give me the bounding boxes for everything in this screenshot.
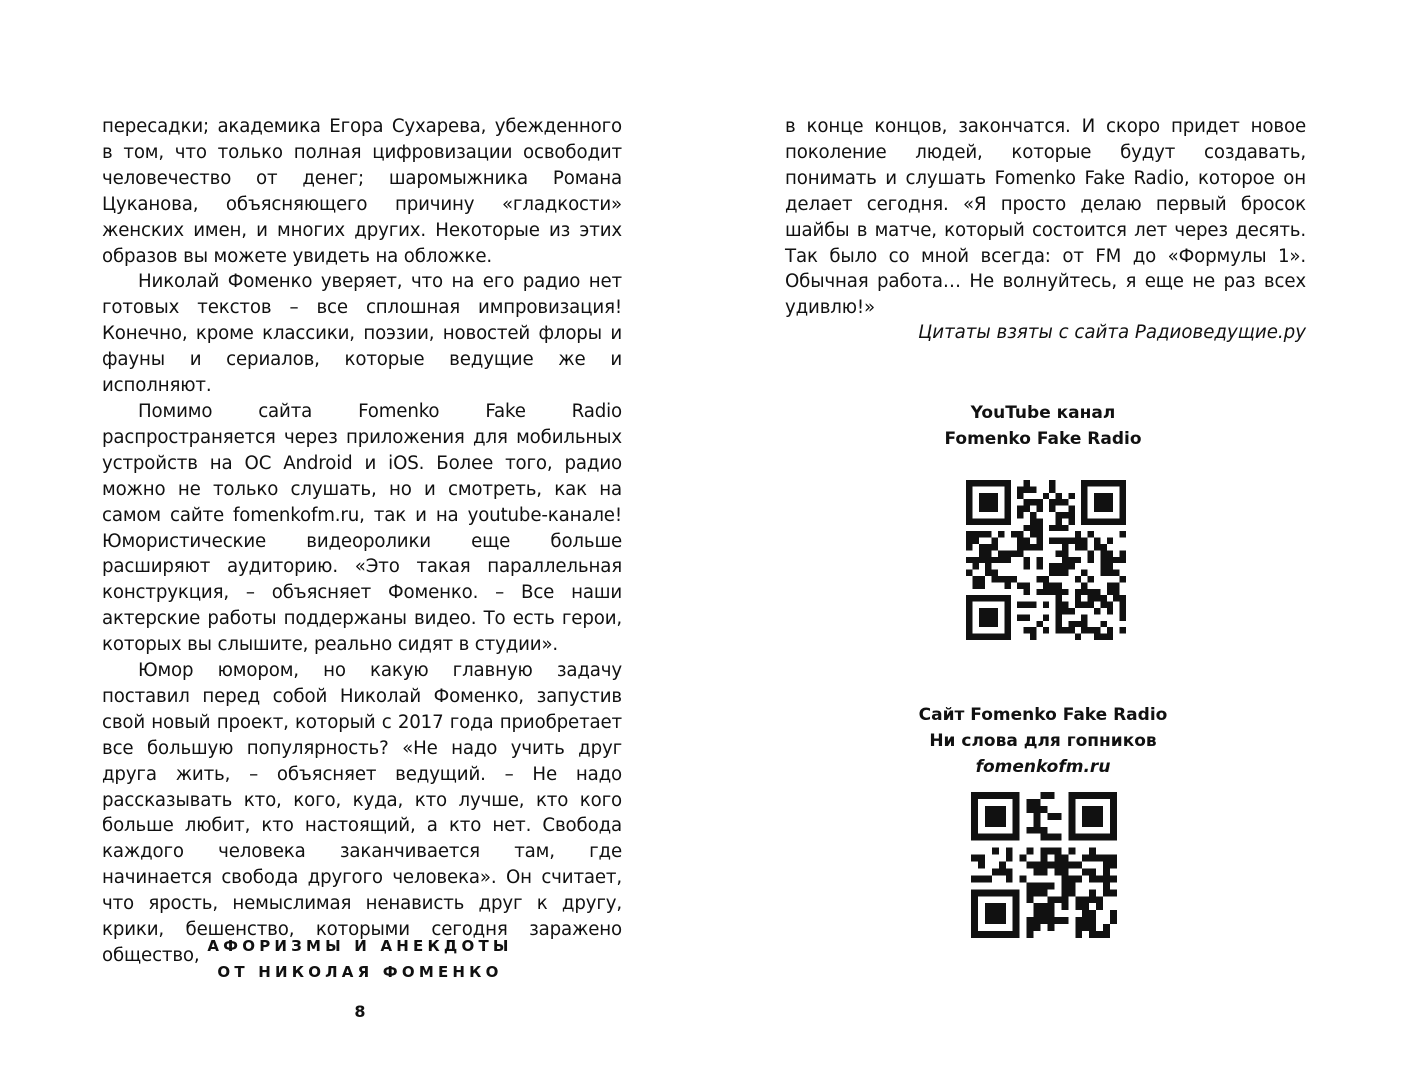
paragraph: пересадки; академика Егора Сухарева, убежденного в том, что только полная цифровизации освободит человечество от денег; шаромыжника Романа Цуканова, объясняющего причину «гладкости» женских имен, и многих других. Некоторые из этих образов вы можете увидеть на обложке.: [102, 116, 622, 267]
right-body-text: [785, 114, 1306, 321]
running-title: [200, 933, 520, 985]
youtube-heading: [843, 400, 1243, 452]
paragraph: Юмор юмором, но какую главную задачу поставил перед собой Николай Фоменко, запустив свой новый проект, который с 2017 года приобретает все большую популярность? «Не надо учить друг друга жить, – объясняет ведущий. – Не надо рассказывать кто, кого, куда, кто лучше, кто кого больше любит, кто настоящий, а кто нет. Свобода каждого человека заканчивается там, где начинается свобода другого человека». Он считает, что ярость, немыслимая ненависть друг к другу, крики, бешенство, которыми сегодня заражено общество,: [102, 660, 622, 966]
site-qr-code[interactable]: [969, 792, 1119, 938]
paragraph: в конце концов, закончатся. И скоро придет новое поколение людей, которые будут создавать, понимать и слушать Fomenko Fake Radio, которое он делает сегодня. «Я просто делаю первый бросок шайбы в матче, который состоится лет через десять. Так было со мной всегда: от FM до «Формулы 1». Обычная работа… Не волнуйтесь, я еще не раз всех удивлю!»: [785, 116, 1306, 319]
site-heading: [843, 702, 1243, 780]
youtube-heading-line2: Fomenko Fake Radio: [944, 429, 1142, 449]
youtube-heading-line1: YouTube канал: [970, 403, 1116, 423]
site-heading-line1: Сайт Fomenko Fake Radio: [918, 705, 1168, 725]
right-page: [703, 0, 1407, 1080]
youtube-qr-code[interactable]: [965, 480, 1127, 640]
page-number: 8: [354, 1002, 366, 1021]
left-page: [0, 0, 703, 1080]
citation: Цитаты взяты с сайта Радиоведущие.ру: [918, 322, 1306, 343]
site-heading-line2: Ни слова для гопников: [929, 731, 1157, 751]
running-title-line2: ОТ НИКОЛАЯ ФОМЕНКО: [217, 963, 503, 981]
site-link[interactable]: fomenkofm.ru: [975, 757, 1111, 777]
left-body-text: [102, 114, 622, 969]
running-title-line1: АФОРИЗМЫ И АНЕКДОТЫ: [207, 937, 513, 955]
paragraph: Николай Фоменко уверяет, что на его радио нет готовых текстов – все сплошная импровизация! Конечно, кроме классики, поэзии, новостей флоры и фауны и сериалов, которые ведущие же и исполняют.: [102, 271, 622, 397]
paragraph: Помимо сайта Fomenko Fake Radio распространяется через приложения для мобильных устройств на ОС Android и iOS. Более того, радио можно не только слушать, но и смотреть, как на самом сайте fomenkofm.ru, так и на youtube-канале! Юмористические видеоролики еще больше расширяют аудиторию. «Это такая параллельная конструкция, – объясняет Фоменко. – Все наши актерские работы поддержаны видео. То есть герои, которых вы слышите, реально сидят в студии».: [102, 400, 622, 656]
